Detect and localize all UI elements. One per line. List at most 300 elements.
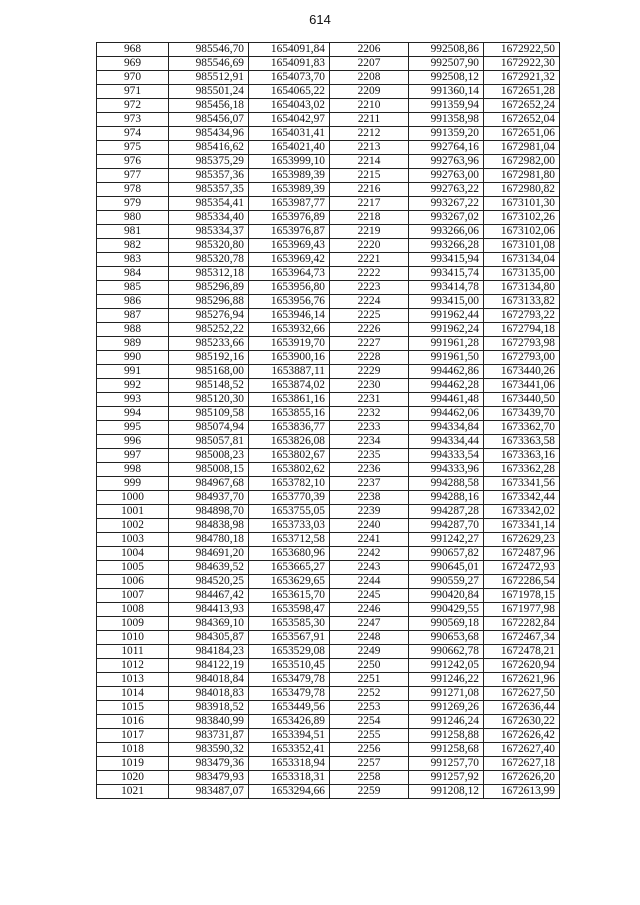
x-coordinate-left-cell: 984967,68 [169, 477, 249, 491]
table-row [97, 757, 560, 771]
table-row [97, 85, 560, 99]
table-row [97, 141, 560, 155]
y-coordinate-right-cell: 1672921,32 [484, 71, 560, 85]
y-coordinate-left-cell: 1653802,62 [249, 463, 330, 477]
table-row [97, 155, 560, 169]
table-row [97, 211, 560, 225]
y-coordinate-right-cell: 1673362,28 [484, 463, 560, 477]
point-number-right-cell: 2234 [330, 435, 409, 449]
x-coordinate-right-cell: 991961,50 [409, 351, 484, 365]
x-coordinate-left-cell: 984369,10 [169, 617, 249, 631]
y-coordinate-right-cell: 1672282,84 [484, 617, 560, 631]
x-coordinate-left-cell: 985252,22 [169, 323, 249, 337]
point-number-left-cell: 986 [97, 295, 169, 309]
point-number-left-cell: 991 [97, 365, 169, 379]
coordinates-table-body [97, 43, 560, 799]
point-number-left-cell: 1010 [97, 631, 169, 645]
y-coordinate-left-cell: 1653956,80 [249, 281, 330, 295]
x-coordinate-right-cell: 994287,70 [409, 519, 484, 533]
y-coordinate-right-cell: 1672922,30 [484, 57, 560, 71]
point-number-left-cell: 975 [97, 141, 169, 155]
table-row [97, 589, 560, 603]
x-coordinate-right-cell: 994462,06 [409, 407, 484, 421]
x-coordinate-left-cell: 984467,42 [169, 589, 249, 603]
y-coordinate-left-cell: 1653861,16 [249, 393, 330, 407]
y-coordinate-right-cell: 1672629,23 [484, 533, 560, 547]
point-number-left-cell: 1013 [97, 673, 169, 687]
point-number-right-cell: 2207 [330, 57, 409, 71]
x-coordinate-left-cell: 984898,70 [169, 505, 249, 519]
table-row [97, 449, 560, 463]
y-coordinate-left-cell: 1653976,87 [249, 225, 330, 239]
y-coordinate-left-cell: 1653874,02 [249, 379, 330, 393]
y-coordinate-right-cell: 1672626,42 [484, 729, 560, 743]
y-coordinate-left-cell: 1653733,03 [249, 519, 330, 533]
table-row [97, 323, 560, 337]
point-number-right-cell: 2215 [330, 169, 409, 183]
table-row [97, 253, 560, 267]
x-coordinate-left-cell: 985120,30 [169, 393, 249, 407]
point-number-left-cell: 1001 [97, 505, 169, 519]
y-coordinate-right-cell: 1672286,54 [484, 575, 560, 589]
y-coordinate-left-cell: 1653567,91 [249, 631, 330, 645]
x-coordinate-right-cell: 994288,58 [409, 477, 484, 491]
table-row [97, 337, 560, 351]
y-coordinate-left-cell: 1654073,70 [249, 71, 330, 85]
point-number-right-cell: 2228 [330, 351, 409, 365]
table-row [97, 57, 560, 71]
point-number-left-cell: 996 [97, 435, 169, 449]
point-number-left-cell: 1005 [97, 561, 169, 575]
point-number-right-cell: 2210 [330, 99, 409, 113]
point-number-left-cell: 1016 [97, 715, 169, 729]
y-coordinate-right-cell: 1673341,56 [484, 477, 560, 491]
point-number-left-cell: 1006 [97, 575, 169, 589]
y-coordinate-left-cell: 1653826,08 [249, 435, 330, 449]
point-number-left-cell: 990 [97, 351, 169, 365]
table-row [97, 435, 560, 449]
x-coordinate-right-cell: 991962,24 [409, 323, 484, 337]
y-coordinate-left-cell: 1653956,76 [249, 295, 330, 309]
point-number-left-cell: 974 [97, 127, 169, 141]
point-number-right-cell: 2251 [330, 673, 409, 687]
y-coordinate-right-cell: 1673441,06 [484, 379, 560, 393]
point-number-right-cell: 2217 [330, 197, 409, 211]
y-coordinate-right-cell: 1672627,40 [484, 743, 560, 757]
point-number-right-cell: 2208 [330, 71, 409, 85]
table-row [97, 183, 560, 197]
point-number-left-cell: 1018 [97, 743, 169, 757]
y-coordinate-left-cell: 1653352,41 [249, 743, 330, 757]
y-coordinate-right-cell: 1672794,18 [484, 323, 560, 337]
y-coordinate-left-cell: 1653615,70 [249, 589, 330, 603]
x-coordinate-right-cell: 994462,86 [409, 365, 484, 379]
y-coordinate-left-cell: 1653887,11 [249, 365, 330, 379]
table-row [97, 99, 560, 113]
table-row [97, 575, 560, 589]
x-coordinate-left-cell: 985334,37 [169, 225, 249, 239]
x-coordinate-right-cell: 992508,86 [409, 43, 484, 57]
y-coordinate-right-cell: 1672652,04 [484, 113, 560, 127]
table-row [97, 743, 560, 757]
table-row [97, 267, 560, 281]
point-number-left-cell: 1019 [97, 757, 169, 771]
x-coordinate-left-cell: 985354,41 [169, 197, 249, 211]
x-coordinate-left-cell: 984184,23 [169, 645, 249, 659]
table-row [97, 631, 560, 645]
point-number-right-cell: 2252 [330, 687, 409, 701]
x-coordinate-left-cell: 985456,07 [169, 113, 249, 127]
point-number-left-cell: 979 [97, 197, 169, 211]
table-row [97, 771, 560, 785]
x-coordinate-right-cell: 994461,48 [409, 393, 484, 407]
table-row [97, 673, 560, 687]
point-number-left-cell: 983 [97, 253, 169, 267]
table-row [97, 407, 560, 421]
y-coordinate-left-cell: 1653964,73 [249, 267, 330, 281]
y-coordinate-left-cell: 1654065,22 [249, 85, 330, 99]
x-coordinate-right-cell: 994334,84 [409, 421, 484, 435]
x-coordinate-right-cell: 991961,28 [409, 337, 484, 351]
table-row [97, 421, 560, 435]
y-coordinate-right-cell: 1672980,82 [484, 183, 560, 197]
point-number-right-cell: 2212 [330, 127, 409, 141]
x-coordinate-left-cell: 985312,18 [169, 267, 249, 281]
y-coordinate-right-cell: 1673101,30 [484, 197, 560, 211]
y-coordinate-left-cell: 1653836,77 [249, 421, 330, 435]
point-number-right-cell: 2259 [330, 785, 409, 799]
point-number-left-cell: 1009 [97, 617, 169, 631]
y-coordinate-right-cell: 1672621,96 [484, 673, 560, 687]
x-coordinate-left-cell: 984838,98 [169, 519, 249, 533]
table-row [97, 561, 560, 575]
x-coordinate-left-cell: 984122,19 [169, 659, 249, 673]
x-coordinate-right-cell: 991360,14 [409, 85, 484, 99]
y-coordinate-left-cell: 1653318,94 [249, 757, 330, 771]
point-number-left-cell: 985 [97, 281, 169, 295]
point-number-right-cell: 2244 [330, 575, 409, 589]
table-row [97, 309, 560, 323]
point-number-left-cell: 1021 [97, 785, 169, 799]
table-row [97, 785, 560, 799]
table-row [97, 687, 560, 701]
y-coordinate-left-cell: 1653479,78 [249, 687, 330, 701]
x-coordinate-right-cell: 990645,01 [409, 561, 484, 575]
y-coordinate-left-cell: 1653976,89 [249, 211, 330, 225]
x-coordinate-right-cell: 992763,00 [409, 169, 484, 183]
table-row [97, 225, 560, 239]
x-coordinate-left-cell: 983918,52 [169, 701, 249, 715]
y-coordinate-right-cell: 1672793,98 [484, 337, 560, 351]
y-coordinate-right-cell: 1673101,08 [484, 239, 560, 253]
point-number-right-cell: 2236 [330, 463, 409, 477]
point-number-right-cell: 2246 [330, 603, 409, 617]
x-coordinate-left-cell: 985546,70 [169, 43, 249, 57]
table-row [97, 365, 560, 379]
point-number-right-cell: 2238 [330, 491, 409, 505]
y-coordinate-left-cell: 1653318,31 [249, 771, 330, 785]
point-number-left-cell: 987 [97, 309, 169, 323]
x-coordinate-right-cell: 993266,06 [409, 225, 484, 239]
point-number-right-cell: 2213 [330, 141, 409, 155]
table-row [97, 43, 560, 57]
x-coordinate-right-cell: 994288,16 [409, 491, 484, 505]
x-coordinate-right-cell: 991271,08 [409, 687, 484, 701]
x-coordinate-right-cell: 991359,94 [409, 99, 484, 113]
x-coordinate-right-cell: 992764,16 [409, 141, 484, 155]
table-row [97, 197, 560, 211]
point-number-left-cell: 1011 [97, 645, 169, 659]
table-row [97, 519, 560, 533]
y-coordinate-right-cell: 1673440,26 [484, 365, 560, 379]
x-coordinate-right-cell: 993414,78 [409, 281, 484, 295]
point-number-left-cell: 1014 [97, 687, 169, 701]
x-coordinate-left-cell: 985276,94 [169, 309, 249, 323]
x-coordinate-right-cell: 990569,18 [409, 617, 484, 631]
table-row [97, 533, 560, 547]
point-number-right-cell: 2220 [330, 239, 409, 253]
point-number-right-cell: 2239 [330, 505, 409, 519]
x-coordinate-right-cell: 993415,94 [409, 253, 484, 267]
x-coordinate-left-cell: 985296,89 [169, 281, 249, 295]
y-coordinate-left-cell: 1653969,42 [249, 253, 330, 267]
x-coordinate-left-cell: 984520,25 [169, 575, 249, 589]
y-coordinate-left-cell: 1653782,10 [249, 477, 330, 491]
x-coordinate-left-cell: 985512,91 [169, 71, 249, 85]
x-coordinate-left-cell: 984937,70 [169, 491, 249, 505]
x-coordinate-right-cell: 991246,22 [409, 673, 484, 687]
y-coordinate-right-cell: 1672627,18 [484, 757, 560, 771]
point-number-left-cell: 1002 [97, 519, 169, 533]
x-coordinate-left-cell: 985057,81 [169, 435, 249, 449]
point-number-left-cell: 980 [97, 211, 169, 225]
y-coordinate-right-cell: 1672651,06 [484, 127, 560, 141]
point-number-left-cell: 971 [97, 85, 169, 99]
y-coordinate-right-cell: 1673135,00 [484, 267, 560, 281]
y-coordinate-right-cell: 1672620,94 [484, 659, 560, 673]
y-coordinate-left-cell: 1653969,43 [249, 239, 330, 253]
y-coordinate-right-cell: 1672652,24 [484, 99, 560, 113]
point-number-left-cell: 998 [97, 463, 169, 477]
y-coordinate-right-cell: 1673133,82 [484, 295, 560, 309]
x-coordinate-right-cell: 990559,27 [409, 575, 484, 589]
table-row [97, 603, 560, 617]
point-number-right-cell: 2237 [330, 477, 409, 491]
x-coordinate-right-cell: 992763,96 [409, 155, 484, 169]
x-coordinate-left-cell: 985296,88 [169, 295, 249, 309]
x-coordinate-right-cell: 992507,90 [409, 57, 484, 71]
x-coordinate-left-cell: 985320,78 [169, 253, 249, 267]
y-coordinate-right-cell: 1673341,14 [484, 519, 560, 533]
y-coordinate-left-cell: 1653989,39 [249, 169, 330, 183]
y-coordinate-right-cell: 1673363,16 [484, 449, 560, 463]
point-number-right-cell: 2255 [330, 729, 409, 743]
x-coordinate-left-cell: 983731,87 [169, 729, 249, 743]
x-coordinate-left-cell: 985148,52 [169, 379, 249, 393]
coordinates-table [96, 42, 560, 799]
table-row [97, 491, 560, 505]
y-coordinate-left-cell: 1653855,16 [249, 407, 330, 421]
point-number-left-cell: 984 [97, 267, 169, 281]
table-row [97, 127, 560, 141]
x-coordinate-left-cell: 985375,29 [169, 155, 249, 169]
y-coordinate-left-cell: 1653946,14 [249, 309, 330, 323]
point-number-right-cell: 2258 [330, 771, 409, 785]
y-coordinate-left-cell: 1653449,56 [249, 701, 330, 715]
y-coordinate-right-cell: 1673102,06 [484, 225, 560, 239]
point-number-left-cell: 994 [97, 407, 169, 421]
x-coordinate-right-cell: 993415,00 [409, 295, 484, 309]
x-coordinate-right-cell: 994462,28 [409, 379, 484, 393]
point-number-left-cell: 982 [97, 239, 169, 253]
y-coordinate-right-cell: 1671977,98 [484, 603, 560, 617]
y-coordinate-left-cell: 1653529,08 [249, 645, 330, 659]
x-coordinate-right-cell: 991246,24 [409, 715, 484, 729]
x-coordinate-left-cell: 985168,00 [169, 365, 249, 379]
x-coordinate-right-cell: 994287,28 [409, 505, 484, 519]
x-coordinate-right-cell: 990429,55 [409, 603, 484, 617]
point-number-right-cell: 2245 [330, 589, 409, 603]
x-coordinate-left-cell: 983479,36 [169, 757, 249, 771]
x-coordinate-left-cell: 985434,96 [169, 127, 249, 141]
y-coordinate-left-cell: 1654091,84 [249, 43, 330, 57]
point-number-left-cell: 989 [97, 337, 169, 351]
x-coordinate-left-cell: 985074,94 [169, 421, 249, 435]
table-row [97, 239, 560, 253]
table-row [97, 379, 560, 393]
y-coordinate-left-cell: 1653665,27 [249, 561, 330, 575]
y-coordinate-left-cell: 1653510,45 [249, 659, 330, 673]
y-coordinate-right-cell: 1673342,02 [484, 505, 560, 519]
y-coordinate-right-cell: 1673363,58 [484, 435, 560, 449]
point-number-left-cell: 978 [97, 183, 169, 197]
y-coordinate-right-cell: 1673362,70 [484, 421, 560, 435]
x-coordinate-right-cell: 993267,02 [409, 211, 484, 225]
x-coordinate-right-cell: 993415,74 [409, 267, 484, 281]
x-coordinate-left-cell: 985320,80 [169, 239, 249, 253]
y-coordinate-left-cell: 1653989,39 [249, 183, 330, 197]
point-number-right-cell: 2218 [330, 211, 409, 225]
point-number-right-cell: 2225 [330, 309, 409, 323]
point-number-left-cell: 1003 [97, 533, 169, 547]
point-number-left-cell: 972 [97, 99, 169, 113]
x-coordinate-left-cell: 984305,87 [169, 631, 249, 645]
point-number-left-cell: 993 [97, 393, 169, 407]
x-coordinate-left-cell: 985008,15 [169, 463, 249, 477]
x-coordinate-right-cell: 993267,22 [409, 197, 484, 211]
x-coordinate-right-cell: 990420,84 [409, 589, 484, 603]
x-coordinate-left-cell: 985546,69 [169, 57, 249, 71]
y-coordinate-left-cell: 1653712,58 [249, 533, 330, 547]
y-coordinate-right-cell: 1672981,04 [484, 141, 560, 155]
y-coordinate-left-cell: 1653755,05 [249, 505, 330, 519]
x-coordinate-right-cell: 991242,05 [409, 659, 484, 673]
point-number-left-cell: 970 [97, 71, 169, 85]
point-number-left-cell: 992 [97, 379, 169, 393]
table-row [97, 701, 560, 715]
x-coordinate-left-cell: 985233,66 [169, 337, 249, 351]
y-coordinate-left-cell: 1653680,96 [249, 547, 330, 561]
x-coordinate-left-cell: 984018,83 [169, 687, 249, 701]
point-number-right-cell: 2209 [330, 85, 409, 99]
point-number-right-cell: 2253 [330, 701, 409, 715]
y-coordinate-left-cell: 1654043,02 [249, 99, 330, 113]
table-row [97, 71, 560, 85]
y-coordinate-left-cell: 1653585,30 [249, 617, 330, 631]
y-coordinate-left-cell: 1653770,39 [249, 491, 330, 505]
point-number-right-cell: 2230 [330, 379, 409, 393]
y-coordinate-left-cell: 1653919,70 [249, 337, 330, 351]
point-number-right-cell: 2242 [330, 547, 409, 561]
point-number-right-cell: 2235 [330, 449, 409, 463]
point-number-right-cell: 2214 [330, 155, 409, 169]
point-number-right-cell: 2257 [330, 757, 409, 771]
x-coordinate-right-cell: 991359,20 [409, 127, 484, 141]
x-coordinate-left-cell: 985501,24 [169, 85, 249, 99]
point-number-right-cell: 2243 [330, 561, 409, 575]
table-row [97, 281, 560, 295]
y-coordinate-right-cell: 1673102,26 [484, 211, 560, 225]
point-number-left-cell: 973 [97, 113, 169, 127]
table-row [97, 463, 560, 477]
table-row [97, 295, 560, 309]
point-number-right-cell: 2241 [330, 533, 409, 547]
point-number-right-cell: 2250 [330, 659, 409, 673]
point-number-right-cell: 2219 [330, 225, 409, 239]
table-row [97, 659, 560, 673]
x-coordinate-right-cell: 994334,44 [409, 435, 484, 449]
x-coordinate-left-cell: 984018,84 [169, 673, 249, 687]
x-coordinate-left-cell: 984780,18 [169, 533, 249, 547]
point-number-left-cell: 1015 [97, 701, 169, 715]
point-number-right-cell: 2229 [330, 365, 409, 379]
x-coordinate-left-cell: 983487,07 [169, 785, 249, 799]
table-row [97, 547, 560, 561]
x-coordinate-left-cell: 984413,93 [169, 603, 249, 617]
x-coordinate-left-cell: 985357,36 [169, 169, 249, 183]
y-coordinate-left-cell: 1653479,78 [249, 673, 330, 687]
x-coordinate-right-cell: 991208,12 [409, 785, 484, 799]
y-coordinate-left-cell: 1654091,83 [249, 57, 330, 71]
point-number-left-cell: 1007 [97, 589, 169, 603]
y-coordinate-right-cell: 1672793,22 [484, 309, 560, 323]
y-coordinate-left-cell: 1653426,89 [249, 715, 330, 729]
x-coordinate-right-cell: 991257,92 [409, 771, 484, 785]
y-coordinate-right-cell: 1672982,00 [484, 155, 560, 169]
x-coordinate-right-cell: 991258,88 [409, 729, 484, 743]
point-number-left-cell: 1000 [97, 491, 169, 505]
x-coordinate-right-cell: 991242,27 [409, 533, 484, 547]
y-coordinate-right-cell: 1673342,44 [484, 491, 560, 505]
point-number-left-cell: 995 [97, 421, 169, 435]
y-coordinate-right-cell: 1673134,04 [484, 253, 560, 267]
y-coordinate-right-cell: 1672981,80 [484, 169, 560, 183]
y-coordinate-left-cell: 1654021,40 [249, 141, 330, 155]
y-coordinate-right-cell: 1672467,34 [484, 631, 560, 645]
y-coordinate-right-cell: 1673134,80 [484, 281, 560, 295]
point-number-left-cell: 981 [97, 225, 169, 239]
page-number: 614 [309, 12, 331, 27]
x-coordinate-right-cell: 990657,82 [409, 547, 484, 561]
x-coordinate-right-cell: 990662,78 [409, 645, 484, 659]
y-coordinate-right-cell: 1672627,50 [484, 687, 560, 701]
point-number-right-cell: 2223 [330, 281, 409, 295]
point-number-right-cell: 2224 [330, 295, 409, 309]
x-coordinate-right-cell: 991962,44 [409, 309, 484, 323]
y-coordinate-right-cell: 1672487,96 [484, 547, 560, 561]
y-coordinate-right-cell: 1672651,28 [484, 85, 560, 99]
point-number-left-cell: 976 [97, 155, 169, 169]
